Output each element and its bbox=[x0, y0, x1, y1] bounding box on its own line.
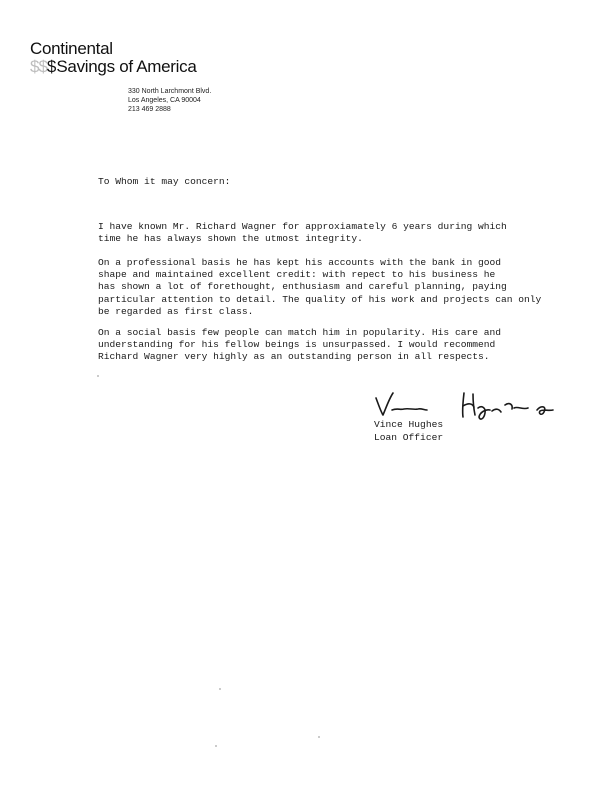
paragraph-line: On a social basis few people can match him in popularity. His care and bbox=[98, 327, 502, 338]
signer-name: Vince Hughes bbox=[374, 419, 444, 430]
paragraph-line: shape and maintained excellent credit: with repect to his business he bbox=[98, 269, 496, 281]
paragraph-2 bbox=[98, 257, 578, 318]
paragraph-3 bbox=[98, 327, 578, 364]
paper-speck bbox=[318, 736, 320, 738]
paper-speck bbox=[97, 375, 99, 377]
logo-dollar-mark-dark: $ bbox=[46, 57, 56, 76]
bank-address bbox=[128, 87, 211, 114]
signer-title: Loan Officer bbox=[374, 431, 444, 443]
paragraph-line: time he has always shown the utmost integrity. bbox=[98, 233, 363, 245]
paragraph-line: On a professional basis he has kept his accounts with the bank in good bbox=[98, 257, 502, 268]
logo-dollar-mark: $$ bbox=[30, 57, 47, 76]
paragraph-line: particular attention to detail. The quality of his work and projects can only bbox=[98, 293, 542, 305]
salutation: To Whom it may concern: bbox=[98, 176, 231, 187]
paper-speck bbox=[215, 745, 217, 747]
logo-line-1: Continental bbox=[30, 39, 113, 58]
signer-block bbox=[374, 419, 443, 444]
handwritten-signature bbox=[372, 388, 562, 422]
paragraph-line: Richard Wagner very highly as an outstanding person in all respects. bbox=[98, 351, 490, 363]
logo-line-2-text: Savings of America bbox=[56, 57, 197, 76]
logo-line-2 bbox=[30, 58, 197, 76]
address-street: 330 North Larchmont Blvd. bbox=[128, 88, 212, 95]
address-city: Los Angeles, CA 90004 bbox=[128, 97, 201, 104]
paper-speck bbox=[219, 688, 221, 690]
bank-logo bbox=[30, 40, 197, 76]
paragraph-1 bbox=[98, 221, 578, 245]
paragraph-line: I have known Mr. Richard Wagner for approxiamately 6 years during which bbox=[98, 221, 507, 232]
paragraph-line: has shown a lot of forethought, enthusiasm and careful planning, paying bbox=[98, 281, 507, 293]
paragraph-line: understanding for his fellow beings is unsurpassed. I would recommend bbox=[98, 339, 496, 351]
paragraph-line: be regarded as first class. bbox=[98, 305, 254, 317]
address-phone: 213 469 2888 bbox=[128, 106, 171, 113]
